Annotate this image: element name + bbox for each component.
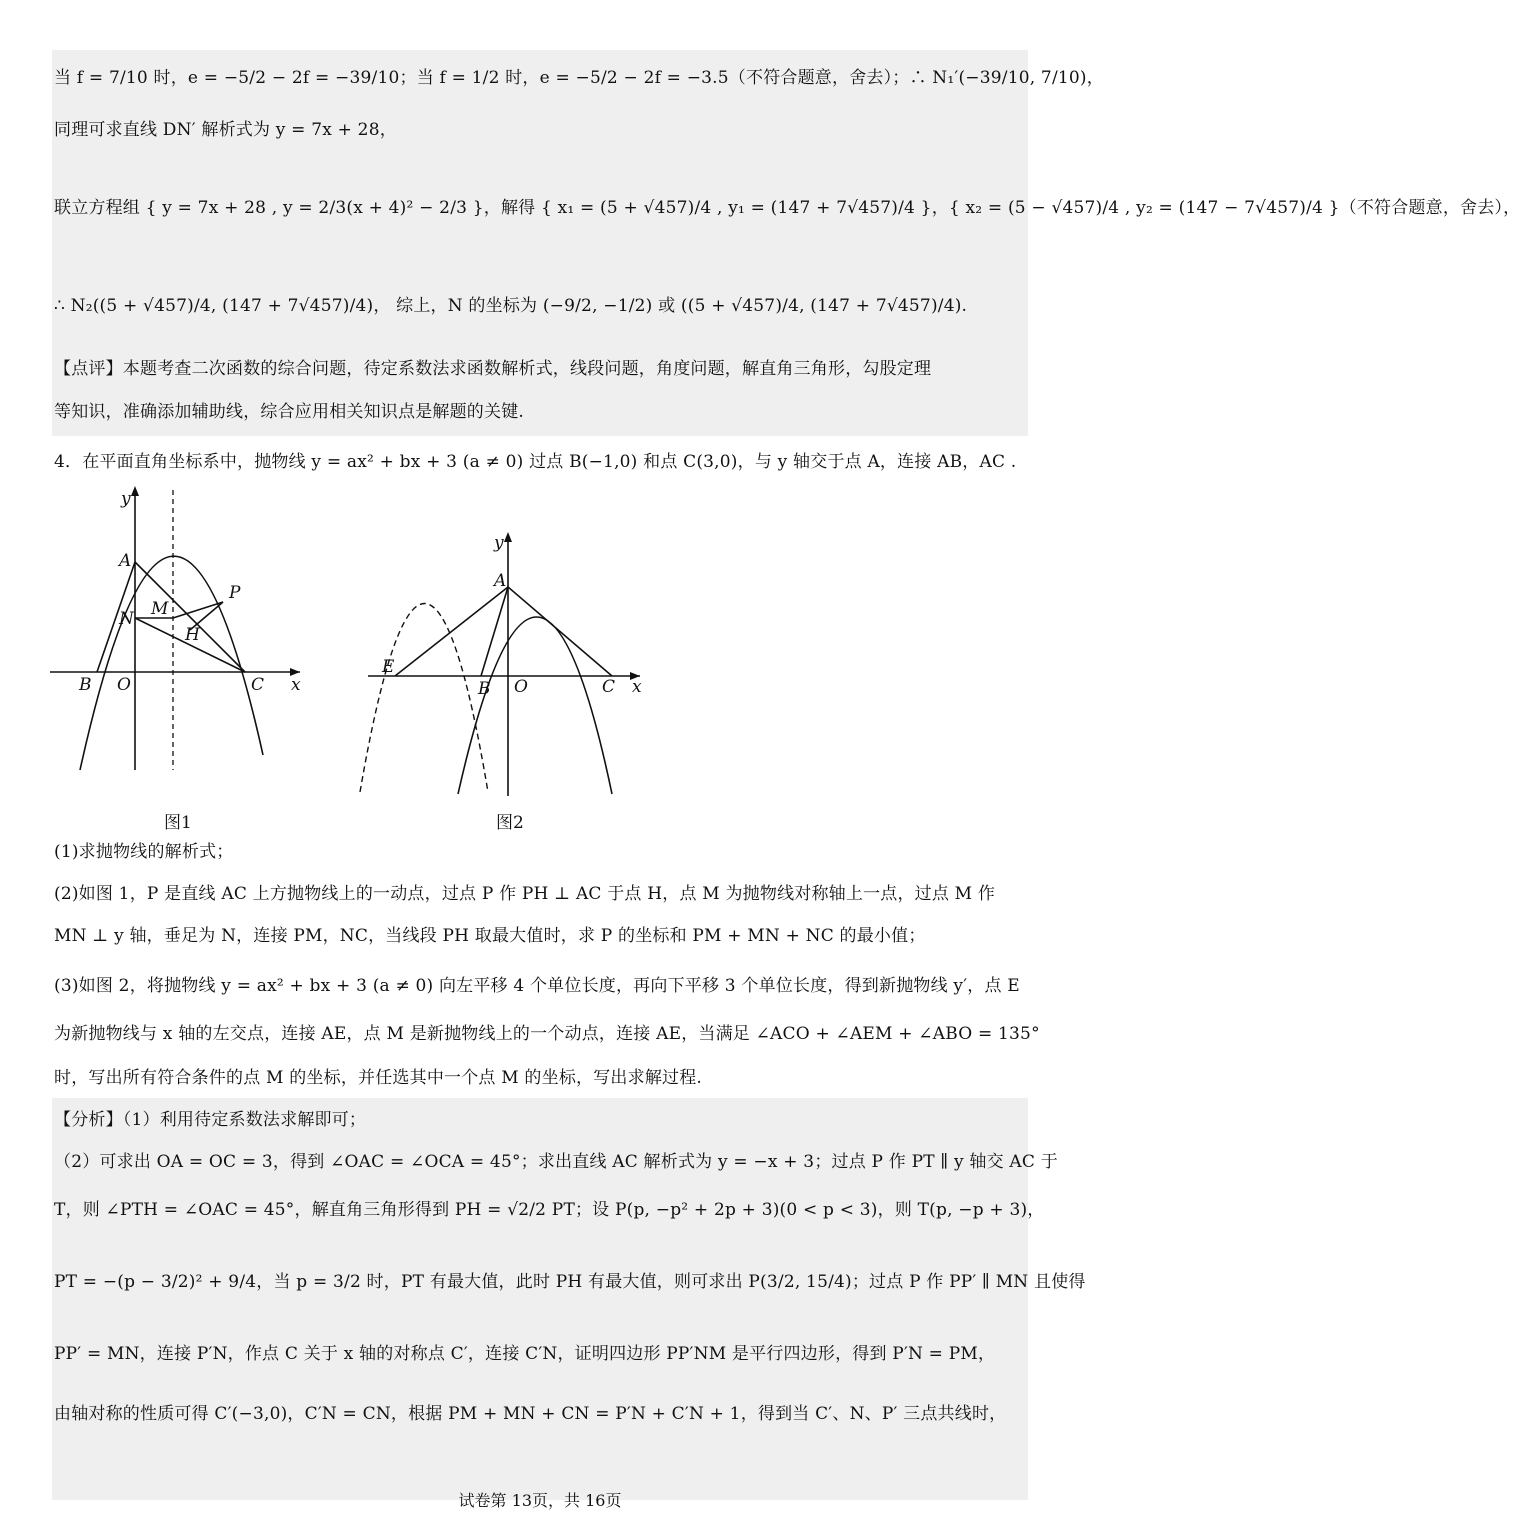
analysis-line-5: PP′ = MN，连接 P′N，作点 C 关于 x 轴的对称点 C′，连接 C′N，证明四边形 PP′NM 是平行四边形，得到 P′N = PM， <box>54 1344 996 1364</box>
figure-1 <box>45 480 315 780</box>
fig1-label-O: O <box>117 675 131 695</box>
fig2-label-B: B <box>478 679 491 699</box>
solution-line-1: 当 f = 7/10 时，e = −5/2 − 2f = −39/10；当 f = 1/2 时，e = −5/2 − 2f = −3.5（不符合题意，舍去）；∴ N₁′(−39/10, 7/10)， <box>54 68 1104 88</box>
question-3-line-2: 为新抛物线与 x 轴的左交点，连接 AE，点 M 是新抛物线上的一个动点，连接 AE，当满足 ∠ACO + ∠AEM + ∠ABO = 135° <box>54 1024 1040 1044</box>
fig2-label-O: O <box>514 677 528 697</box>
fig2-parabola <box>458 617 612 794</box>
fig1-label-P: P <box>229 583 241 603</box>
figure-2 <box>350 530 650 800</box>
comment-line-1: 【点评】本题考查二次函数的综合问题，待定系数法求函数解析式，线段问题，角度问题，解直角三角形，勾股定理 <box>54 359 932 379</box>
fig1-label-y: y <box>121 489 131 509</box>
analysis-line-6: 由轴对称的性质可得 C′(−3,0)，C′N = CN，根据 PM + MN + CN = P′N + C′N + 1，得到当 C′、N、P′ 三点共线时， <box>54 1404 1007 1424</box>
question-2-line-2: MN ⊥ y 轴，垂足为 N，连接 PM，NC，当线段 PH 取最大值时，求 P 的坐标和 PM + MN + NC 的最小值； <box>54 926 926 946</box>
fig2-label-y: y <box>494 533 504 553</box>
analysis-line-1: 【分析】（1）利用待定系数法求解即可； <box>54 1110 367 1130</box>
fig1-label-C: C <box>251 675 265 695</box>
fig1-label-B: B <box>79 675 92 695</box>
analysis-line-4: PT = −(p − 3/2)² + 9/4，当 p = 3/2 时，PT 有最大值，此时 PH 有最大值，则可求出 P(3/2, 15/4)；过点 P 作 PP′ ∥ MN 且使得 <box>54 1272 1086 1292</box>
figure-1-caption: 图1 <box>164 813 192 833</box>
comment-line-2: 等知识，准确添加辅助线，综合应用相关知识点是解题的关键. <box>54 402 525 422</box>
fig2-label-C: C <box>602 677 616 697</box>
question-3-line-1: (3)如图 2，将抛物线 y = ax² + bx + 3 (a ≠ 0) 向左平移 4 个单位长度，再向下平移 3 个单位长度，得到新抛物线 y′，点 E <box>54 976 1020 996</box>
fig2-label-x: x <box>632 677 642 697</box>
question-3-line-3: 时，写出所有符合条件的点 M 的坐标，并任选其中一个点 M 的坐标，写出求解过程. <box>54 1068 703 1088</box>
question-1: (1)求抛物线的解析式； <box>54 842 234 862</box>
question-2-line-1: (2)如图 1，P 是直线 AC 上方抛物线上的一动点，过点 P 作 PH ⊥ AC 于点 H，点 M 为抛物线对称轴上一点，过点 M 作 <box>54 884 996 904</box>
fig1-label-x: x <box>291 675 301 695</box>
fig2-label-A: A <box>494 571 507 591</box>
analysis-line-3: T，则 ∠PTH = ∠OAC = 45°，解直角三角形得到 PH = √2/2 PT；设 P(p, −p² + 2p + 3)(0 < p < 3)，则 T(p, −p + 3)， <box>54 1200 1045 1220</box>
problem-statement: 4．在平面直角坐标系中，抛物线 y = ax² + bx + 3 (a ≠ 0) 过点 B(−1,0) 和点 C(3,0)，与 y 轴交于点 A，连接 AB，AC . <box>54 452 1017 472</box>
fig1-label-H: H <box>185 625 200 645</box>
page-footer: 试卷第 13页，共 16页 <box>458 1491 622 1510</box>
analysis-line-2: （2）可求出 OA = OC = 3，得到 ∠OAC = ∠OCA = 45°；求出直线 AC 解析式为 y = −x + 3；过点 P 作 PT ∥ y 轴交 AC 于 <box>54 1152 1058 1172</box>
solution-line-4: ∴ N₂((5 + √457)/4, (147 + 7√457)/4)， 综上，N 的坐标为 (−9/2, −1/2) 或 ((5 + √457)/4, (147 + 7√457)/4). <box>54 296 968 316</box>
solution-line-2: 同理可求直线 DN′ 解析式为 y = 7x + 28， <box>54 120 397 140</box>
fig1-label-A: A <box>119 551 132 571</box>
fig2-new-parabola <box>360 604 488 793</box>
fig1-label-N: N <box>119 609 134 629</box>
fig2-label-E: E <box>382 657 395 677</box>
figure-2-caption: 图2 <box>496 813 524 833</box>
fig1-label-M: M <box>151 599 169 619</box>
solution-line-3: 联立方程组 { y = 7x + 28 , y = 2/3(x + 4)² − 2/3 }，解得 { x₁ = (5 + √457)/4 , y₁ = (147 + 7√457)/4 }，{ x₂ = (5 − √457)/4 , y₂ = (147 − 7√457)/4 }（不符合题意，舍去）， <box>54 198 1520 218</box>
